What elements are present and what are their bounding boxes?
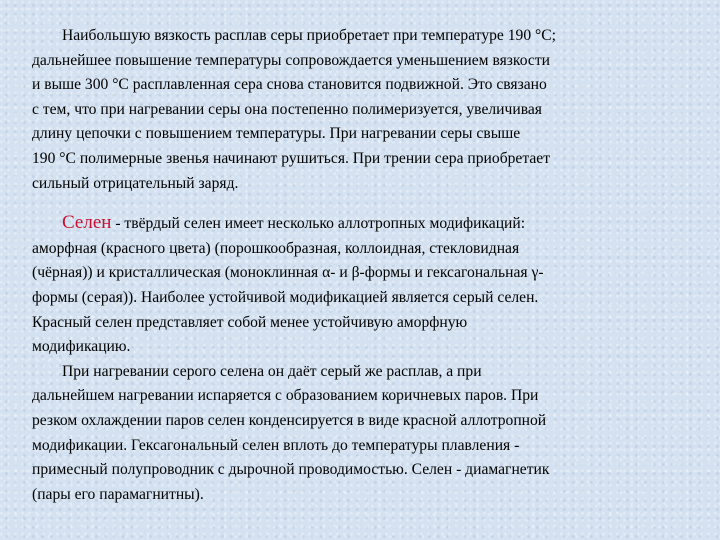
paragraph-selenium-allotropes <box>32 211 710 360</box>
text-line: 190 °C полимерные звенья начинают рушиться. При трении сера приобретает <box>32 149 551 167</box>
text-line: аморфная (красного цвета) (порошкообразная, коллоидная, стекловидная <box>32 239 520 257</box>
text-line: примесный полупроводник с дырочной проводимостью. Селен - диамагнетик <box>32 461 550 479</box>
text-line: формы (серая)). Наиболее устойчивой модификацией является серый селен. <box>32 288 539 306</box>
text-line: резком охлаждении паров селен конденсируется в виде красной аллотропной <box>32 411 547 429</box>
text-line: Наибольшую вязкость расплав серы приобретает при температуре 190 °C; <box>62 27 557 44</box>
text-line: (чёрная)) и кристаллическая (моноклинная α- и β-формы и гексагональная γ- <box>32 264 544 282</box>
text-line: (пары его парамагнитны). <box>32 485 204 503</box>
paragraph-sulfur-viscosity <box>32 24 710 196</box>
text-line: модификацию. <box>32 338 131 356</box>
text-line: и выше 300 °C расплавленная сера снова становится подвижной. Это связано <box>32 76 547 94</box>
text-line: модификации. Гексагональный селен вплоть до температуры плавления - <box>32 436 520 454</box>
text-line: Красный селен представляет собой менее устойчивую аморфную <box>32 313 468 331</box>
selenium-term: Селен <box>62 212 112 234</box>
text-line: с тем, что при нагревании серы она постепенно полимеризуется, увеличивая <box>32 100 542 118</box>
text-line: дальнейшем нагревании испаряется с образованием коричневых паров. При <box>32 387 539 405</box>
paragraph-selenium-heating <box>32 360 710 508</box>
text-line: - твёрдый селен имеет несколько аллотропных модификаций: <box>111 215 526 233</box>
text-line: длину цепочки с повышением температуры. При нагревании серы свыше <box>32 125 521 143</box>
text-line: дальнейшее повышение температуры сопровождается уменьшением вязкости <box>32 51 550 69</box>
text-line: сильный отрицательный заряд. <box>32 174 239 192</box>
text-line: При нагревании серого селена он даёт серый же расплав, а при <box>62 362 482 380</box>
